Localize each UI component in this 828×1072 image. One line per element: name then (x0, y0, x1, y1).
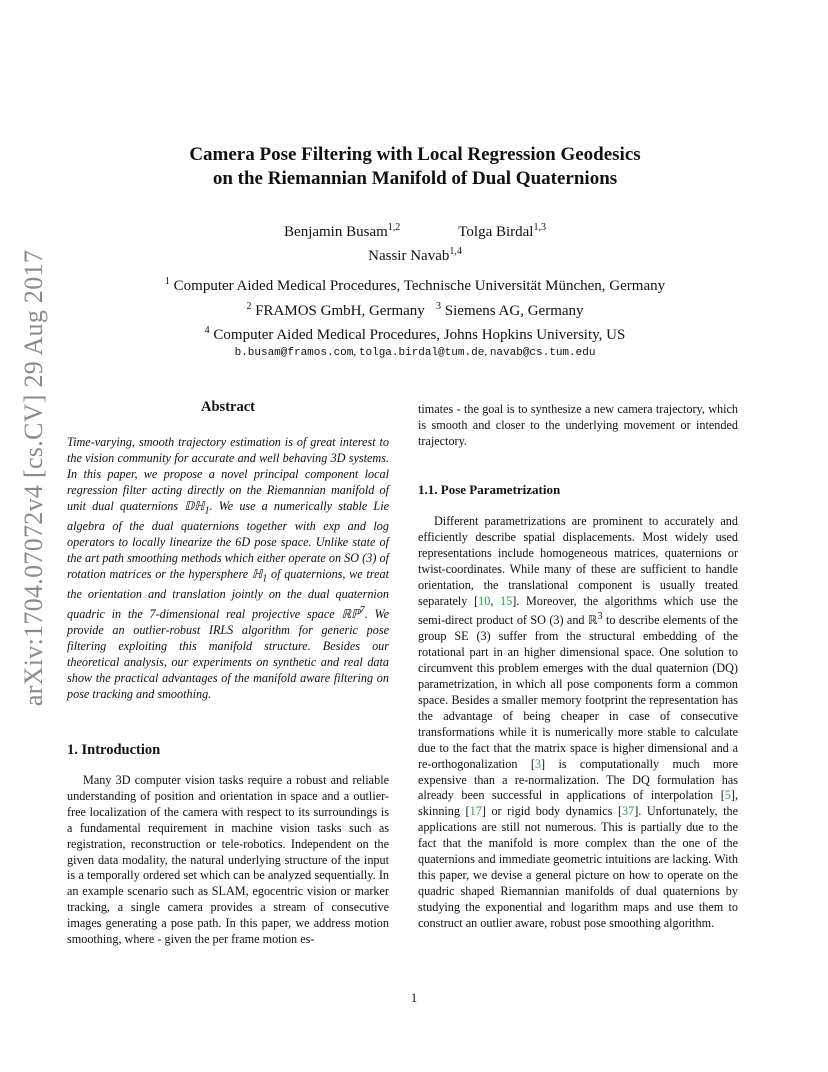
affil-1-text: Computer Aided Medical Procedures, Technische Universität München, Germany (169, 278, 666, 294)
pose-text-6: ] or rigid body dynamics [ (481, 804, 623, 819)
abstract-sup-3: 7 (359, 604, 365, 616)
affiliation-1 (100, 272, 730, 297)
affiliation-2-3 (100, 297, 730, 322)
citation-link[interactable]: 17 (469, 804, 482, 819)
pose-text-1: Different parametrizations are prominent to accurately and efficiently describe spatial displacements. Most widely used representations include homogeneous matrices, quaternions or twist-coordinates. While many of these are sufficient to handle orientation, the translational component is usually treated separately [ (418, 514, 738, 608)
pose-text-3: to describe elements of the group SE (3) suffer from the structural embedding of the rotational part in an higher dimensional space. One solution to circumvent this problem emerges with the dual quaternion (DQ) parametrization, in which all pose components form a common space. Besides a smaller memory footprint the representation has the advantage of being cheaper in case of consecutive transformations while it is numerically more stable to calculate due to the fact that the matrix space is higher dimensional and a re-orthogonalization [ (418, 613, 738, 771)
affil-1-mark: 1 (164, 276, 170, 287)
affil-2-mark: 2 (246, 300, 252, 312)
citation-link[interactable]: 15 (500, 593, 513, 608)
citation-separator: , (490, 593, 501, 608)
pose-text-4: ] is computationally much more expensive than a re-normalization. The DQ formulation has already been successful in applications of interpolation [ (418, 756, 738, 803)
email-1[interactable]: b.busam@framos.com (234, 347, 354, 359)
abstract-sub-2: 1 (262, 573, 268, 585)
abstract-text-1: Time-varying, smooth trajectory estimation is of great interest to the vision community for accurate and well behaving 3D systems. In this paper, we propose a novel principal component local regression filter acting directly on the Riemannian manifold of unit dual quaternions 𝔻ℍ (67, 435, 389, 513)
arxiv-watermark (14, 249, 54, 707)
affil-3-text: Siemens AG, Germany (441, 302, 584, 319)
author-3-name: Nassir Navab (368, 248, 450, 264)
introduction-heading: 1. Introduction (67, 742, 161, 758)
intro-paragraph: Many 3D computer vision tasks require a robust and reliable understanding of position and orientation in space and a outlier-free localization of the camera with respect to its surroundings is a fundamental requirement in machine vision tasks such as registration, reconstruction or tele-robotics. Independent on the given data modality, the natural underlying structure of the input is a temporally ordered set which can be analyzed sequentially. In an example scenario such as SLAM, egocentric vision or marker tracking, a single camera provides a stream of consecutive images generating a pose path. In this paper, we address motion smoothing, where - given the per frame motion es- (67, 773, 389, 947)
pose-paragraph (418, 514, 738, 932)
author-1 (284, 218, 400, 242)
intro-continuation: timates - the goal is to synthesize a new camera trajectory, which is smooth and closer to the underlying movement or intended trajectory. (418, 402, 738, 448)
pose-parametrization-body (418, 514, 738, 932)
author-2 (458, 218, 546, 242)
abstract-sub-1: 1 (204, 505, 210, 517)
abstract-paragraph (67, 435, 389, 702)
affiliation-4 (100, 321, 730, 346)
pose-parametrization-heading: 1.1. Pose Parametrization (418, 482, 561, 497)
pose-text-2: ]. Moreover, the algorithms which use the semi-direct product of SO (3) and ℝ (418, 593, 738, 628)
pose-text-5: ], skinning [ (418, 788, 738, 819)
email-2[interactable]: tolga.birdal@tum.de (358, 347, 485, 359)
introduction-body (67, 773, 389, 948)
affil-2-text: FRAMOS GmbH, Germany (251, 302, 425, 319)
title-line-2: on the Riemannian Manifold of Dual Quaternions (212, 168, 618, 189)
abstract-heading: Abstract (201, 399, 255, 415)
citation-link[interactable]: 3 (534, 756, 542, 771)
citation-link[interactable]: 37 (622, 804, 635, 819)
title-line-1: Camera Pose Filtering with Local Regression Geodesics (189, 144, 641, 165)
author-2-name: Tolga Birdal (458, 224, 534, 240)
paper-title (120, 143, 710, 191)
author-emails: b.busam@framos.com, tolga.birdal@tum.de, navab@cs.tum.edu (234, 346, 596, 359)
abstract-text-3: of quaternions, we treat the orientation and translation jointly on the dual quaternion quadric in the 7-dimensional real projective space ℝℙ (67, 566, 389, 621)
email-3[interactable]: navab@cs.tum.edu (489, 347, 596, 359)
affil-4-text: Computer Aided Medical Procedures, Johns Hopkins University, US (209, 327, 626, 343)
page-number: 1 (410, 991, 418, 1005)
author-3 (368, 248, 462, 264)
author-2-affil: 1,3 (533, 222, 546, 233)
arxiv-id-text: arXiv:1704.07072v4 [cs.CV] 29 Aug 2017 (19, 249, 48, 707)
abstract-text-4: . We provide an outlier-robust IRLS algorithm for generic pose filtering exploiting this manifold structure. Besides our theoretical analysis, our experiments on synthetic and real data show the practical advantages of the manifold aware filtering on pose tracking and smoothing. (67, 607, 389, 701)
author-1-affil: 1,2 (387, 222, 401, 233)
affil-4-mark: 4 (204, 325, 210, 336)
abstract-body (67, 435, 389, 702)
author-1-name: Benjamin Busam (284, 224, 388, 240)
pose-sup-r3: 3 (597, 611, 603, 623)
abstract-text-2: . We use a numerically stable Lie algebra of the dual quaternions together with exp and log operators to locally linearize the 6D pose space. Unlike state of the art path smoothing methods which either operate on SO (3) of rotation matrices or the hypersphere ℍ (67, 498, 389, 581)
author-block (120, 218, 710, 266)
citation-link[interactable]: 5 (724, 788, 731, 803)
pose-text-7: ]. Unfortunately, the applications are still not numerous. This is partially due to the fact that the manifold is more complex than the one of the quaternions and immediate geometric intuitions are lacking. With this paper, we devise a general picture on how to operate on the quadric shaped Riemannian manifolds of dual quaternions by studying the exponential and logarithm maps and use them to construct an outlier aware, robust pose smoothing algorithm. (418, 804, 738, 930)
author-3-affil: 1,4 (449, 246, 462, 257)
citation-link[interactable]: 10 (478, 593, 491, 608)
affiliations (100, 272, 730, 346)
right-column-top (418, 402, 738, 450)
affil-3-mark: 3 (436, 300, 442, 312)
